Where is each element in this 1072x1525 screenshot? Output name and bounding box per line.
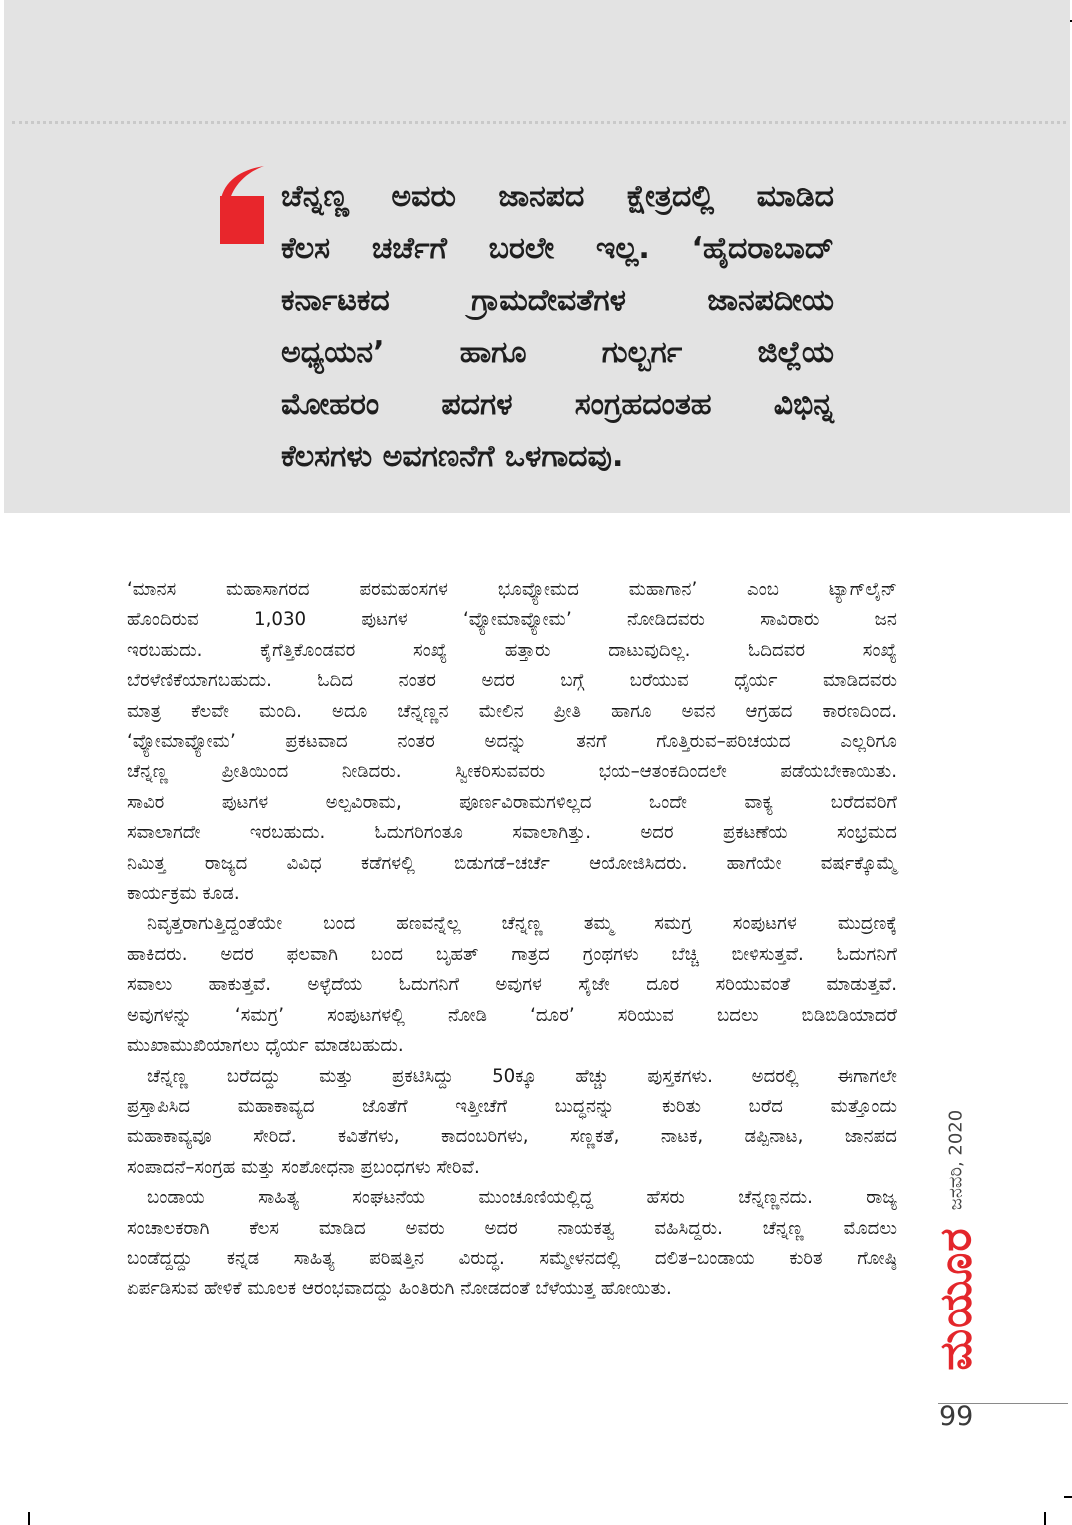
article-line: ಸಂಚಾಲಕರಾಗಿ ಕೆಲಸ ಮಾಡಿದ ಅವರು ಅದರ ನಾಯಕತ್ವ ವಹಿಸಿದ್ದರು. ಚೆನ್ನಣ್ಣ ಮೊದಲು: [127, 1217, 897, 1239]
magazine-logo: ಮಯೂರ: [930, 1227, 982, 1371]
article-line: ನಿವೃತ್ತರಾಗುತ್ತಿದ್ದಂತೆಯೇ ಬಂದ ಹಣವನ್ನೆಲ್ಲ ಚೆನ್ನಣ್ಣ ತಮ್ಮ ಸಮಗ್ರ ಸಂಪುಟಗಳ ಮುದ್ರಣಕ್ಕೆ: [147, 913, 897, 935]
article-line: ಮಾತ್ರ ಕೆಲವೇ ಮಂದಿ. ಅದೂ ಚೆನ್ನಣ್ಣನ ಮೇಲಿನ ಪ್ರೀತಿ ಹಾಗೂ ಅವನ ಆಗ್ರಹದ ಕಾರಣದಿಂದ.: [127, 700, 897, 722]
pull-quote-text: [281, 171, 834, 483]
article-line: ಕಾರ್ಯಕ್ರಮ ಕೂಡ.: [127, 883, 240, 905]
article-line: ಬಂಡೆದ್ದದ್ದು ಕನ್ನಡ ಸಾಹಿತ್ಯ ಪರಿಷತ್ತಿನ ವಿರುದ್ಧ. ಸಮ್ಮೇಳನದಲ್ಲಿ ದಲಿತ–ಬಂಡಾಯ ಕುರಿತ ಗೋಷ್ಠಿ: [127, 1247, 897, 1269]
article-line: ಪ್ರಸ್ತಾಪಿಸಿದ ಮಹಾಕಾವ್ಯದ ಜೊತೆಗೆ ಇತ್ತೀಚೆಗೆ ಬುದ್ಧನನ್ನು ಕುರಿತು ಬರೆದ ಮತ್ತೊಂದು: [127, 1095, 897, 1117]
article-paragraph: [127, 1183, 897, 1305]
article-line: ಬಂಡಾಯ ಸಾಹಿತ್ಯ ಸಂಘಟನೆಯ ಮುಂಚೂಣಿಯಲ್ಲಿದ್ದ ಹೆಸರು ಚೆನ್ನಣ್ಣನದು. ರಾಜ್ಯ: [147, 1187, 897, 1209]
article-line: ಸಂಪಾದನೆ–ಸಂಗ್ರಹ ಮತ್ತು ಸಂಶೋಧನಾ ಪ್ರಬಂಧಗಳು ಸೇರಿವೆ.: [127, 1156, 480, 1178]
article-line: ಚೆನ್ನಣ್ಣ ಪ್ರೀತಿಯಿಂದ ನೀಡಿದರು. ಸ್ವೀಕರಿಸುವವರು ಭಯ–ಆತಂಕದಿಂದಲೇ ಪಡೆಯಬೇಕಾಯಿತು.: [127, 761, 897, 783]
article-line: ಚೆನ್ನಣ್ಣ ಬರೆದದ್ದು ಮತ್ತು ಪ್ರಕಟಿಸಿದ್ದು 50ಕ್ಕೂ ಹೆಚ್ಚು ಪುಸ್ತಕಗಳು. ಅದರಲ್ಲಿ ಈಗಾಗಲೇ: [147, 1065, 897, 1087]
article-line: ನಿಮಿತ್ತ ರಾಜ್ಯದ ವಿವಿಧ ಕಡೆಗಳಲ್ಲಿ ಬಿಡುಗಡೆ–ಚರ್ಚೆ ಆಯೋಜಿಸಿದರು. ಹಾಗೆಯೇ ವರ್ಷಕ್ಕೊಮ್ಮೆ: [127, 852, 897, 874]
crop-mark-right-bottom: [1064, 1496, 1072, 1498]
article-line: ಸಾವಿರ ಪುಟಗಳ ಅಲ್ಪವಿರಾಮ, ಪೂರ್ಣವಿರಾಮಗಳಿಲ್ಲದ ಒಂದೇ ವಾಕ್ಯ ಬರೆದವರಿಗೆ: [127, 791, 897, 813]
article-line: ‘ಮಾನಸ ಮಹಾಸಾಗರದ ಪರಮಹಂಸಗಳ ಭೂವ್ಯೋಮದ ಮಹಾಗಾನ’ ಎಂಬ ಟ್ಯಾಗ್‌ಲೈನ್: [127, 579, 897, 600]
article-line: ಸವಾಲು ಹಾಕುತ್ತವೆ. ಅಳ್ಳೆದೆಯ ಓದುಗನಿಗೆ ಅವುಗಳ ಸೈಜೇ ದೂರ ಸರಿಯುವಂತೆ ಮಾಡುತ್ತವೆ.: [127, 974, 897, 996]
article-line: ಅವುಗಳನ್ನು ‘ಸಮಗ್ರ’ ಸಂಪುಟಗಳಲ್ಲಿ ನೋಡಿ ‘ದೂರ’ ಸರಿಯುವ ಬದಲು ಬಿಡಿಬಿಡಿಯಾದರೆ: [127, 1004, 897, 1026]
quote-mark-icon: [220, 166, 264, 244]
crop-mark-bottom-right: [1044, 1512, 1046, 1525]
article-paragraph: [127, 1062, 897, 1184]
article-body: [127, 575, 897, 1305]
pull-quote-line: ಮೋಹರಂ ಪದಗಳ ಸಂಗ್ರಹದಂತಹ ವಿಭಿನ್ನ: [281, 387, 834, 422]
article-line: ಇರಬಹುದು. ಕೈಗೆತ್ತಿಕೊಂಡವರ ಸಂಖ್ಯೆ ಹತ್ತಾರು ದಾಟುವುದಿಲ್ಲ. ಓದಿದವರ ಸಂಖ್ಯೆ: [127, 639, 897, 661]
article-line: ಮುಖಾಮುಖಿಯಾಗಲು ಧೈರ್ಯ ಮಾಡಬಹುದು.: [127, 1035, 404, 1057]
article-line: ಮಹಾಕಾವ್ಯವೂ ಸೇರಿದೆ. ಕವಿತೆಗಳು, ಕಾದಂಬರಿಗಳು, ಸಣ್ಣಕತೆ, ನಾಟಕ, ಡಪ್ಪಿನಾಟ, ಜಾನಪದ: [127, 1126, 897, 1148]
pull-quote-line: ಕರ್ನಾಟಕದ ಗ್ರಾಮದೇವತೆಗಳ ಜಾನಪದೀಯ: [281, 283, 834, 318]
page-number: 99: [939, 1401, 974, 1432]
article-line: ಸವಾಲಾಗದೇ ಇರಬಹುದು. ಓದುಗರಿಗಂತೂ ಸವಾಲಾಗಿತ್ತು. ಅದರ ಪ್ರಕಟಣೆಯ ಸಂಭ್ರಮದ: [127, 822, 897, 844]
pull-quote-line: ಅಧ್ಯಯನ’ ಹಾಗೂ ಗುಲ್ಬರ್ಗ ಜಿಲ್ಲೆಯ: [281, 335, 834, 370]
crop-mark-bottom-left: [28, 1512, 30, 1525]
article-line: ಏರ್ಪಡಿಸುವ ಹೇಳಿಕೆ ಮೂಲಕ ಆರಂಭವಾದದ್ದು ಹಿಂತಿರುಗಿ ನೋಡದಂತೆ ಬೆಳೆಯುತ್ತ ಹೋಯಿತು.: [127, 1278, 672, 1300]
article-line: ಬೆರಳೆಣಿಕೆಯಾಗಬಹುದು. ಓದಿದ ನಂತರ ಅದರ ಬಗ್ಗೆ ಬರೆಯುವ ಧೈರ್ಯ ಮಾಡಿದವರು: [127, 670, 897, 692]
issue-date: ಜನವರಿ, 2020: [945, 1109, 967, 1211]
article-line: ‘ವ್ಯೋಮಾವ್ಯೋಮ’ ಪ್ರಕಟವಾದ ನಂತರ ಅದನ್ನು ತನಗೆ ಗೊತ್ತಿರುವ–ಪರಿಚಯದ ಎಲ್ಲರಿಗೂ: [127, 731, 897, 753]
dotted-divider: [12, 121, 1066, 124]
pull-quote-line: ಚೆನ್ನಣ್ಣ ಅವರು ಜಾನಪದ ಕ್ಷೇತ್ರದಲ್ಲಿ ಮಾಡಿದ: [281, 179, 834, 214]
article-paragraph: [127, 575, 897, 909]
article-paragraph: [127, 909, 897, 1061]
pull-quote-line: ಕೆಲಸಗಳು ಅವಗಣನೆಗೆ ಒಳಗಾದವು.: [281, 439, 624, 474]
article-line: ಹಾಕಿದರು. ಅದರ ಫಲವಾಗಿ ಬಂದ ಬೃಹತ್ ಗಾತ್ರದ ಗ್ರಂಥಗಳು ಬೆಚ್ಚಿ ಬೀಳಿಸುತ್ತವೆ. ಓದುಗನಿಗೆ: [127, 943, 897, 965]
article-line: ಹೊಂದಿರುವ 1,030 ಪುಟಗಳ ‘ವ್ಯೋಮಾವ್ಯೋಮ’ ನೋಡಿದವರು ಸಾವಿರಾರು ಜನ: [127, 609, 897, 631]
pull-quote-line: ಕೆಲಸ ಚರ್ಚೆಗೆ ಬರಲೇ ಇಲ್ಲ. ‘ಹೈದರಾಬಾದ್: [281, 231, 834, 266]
